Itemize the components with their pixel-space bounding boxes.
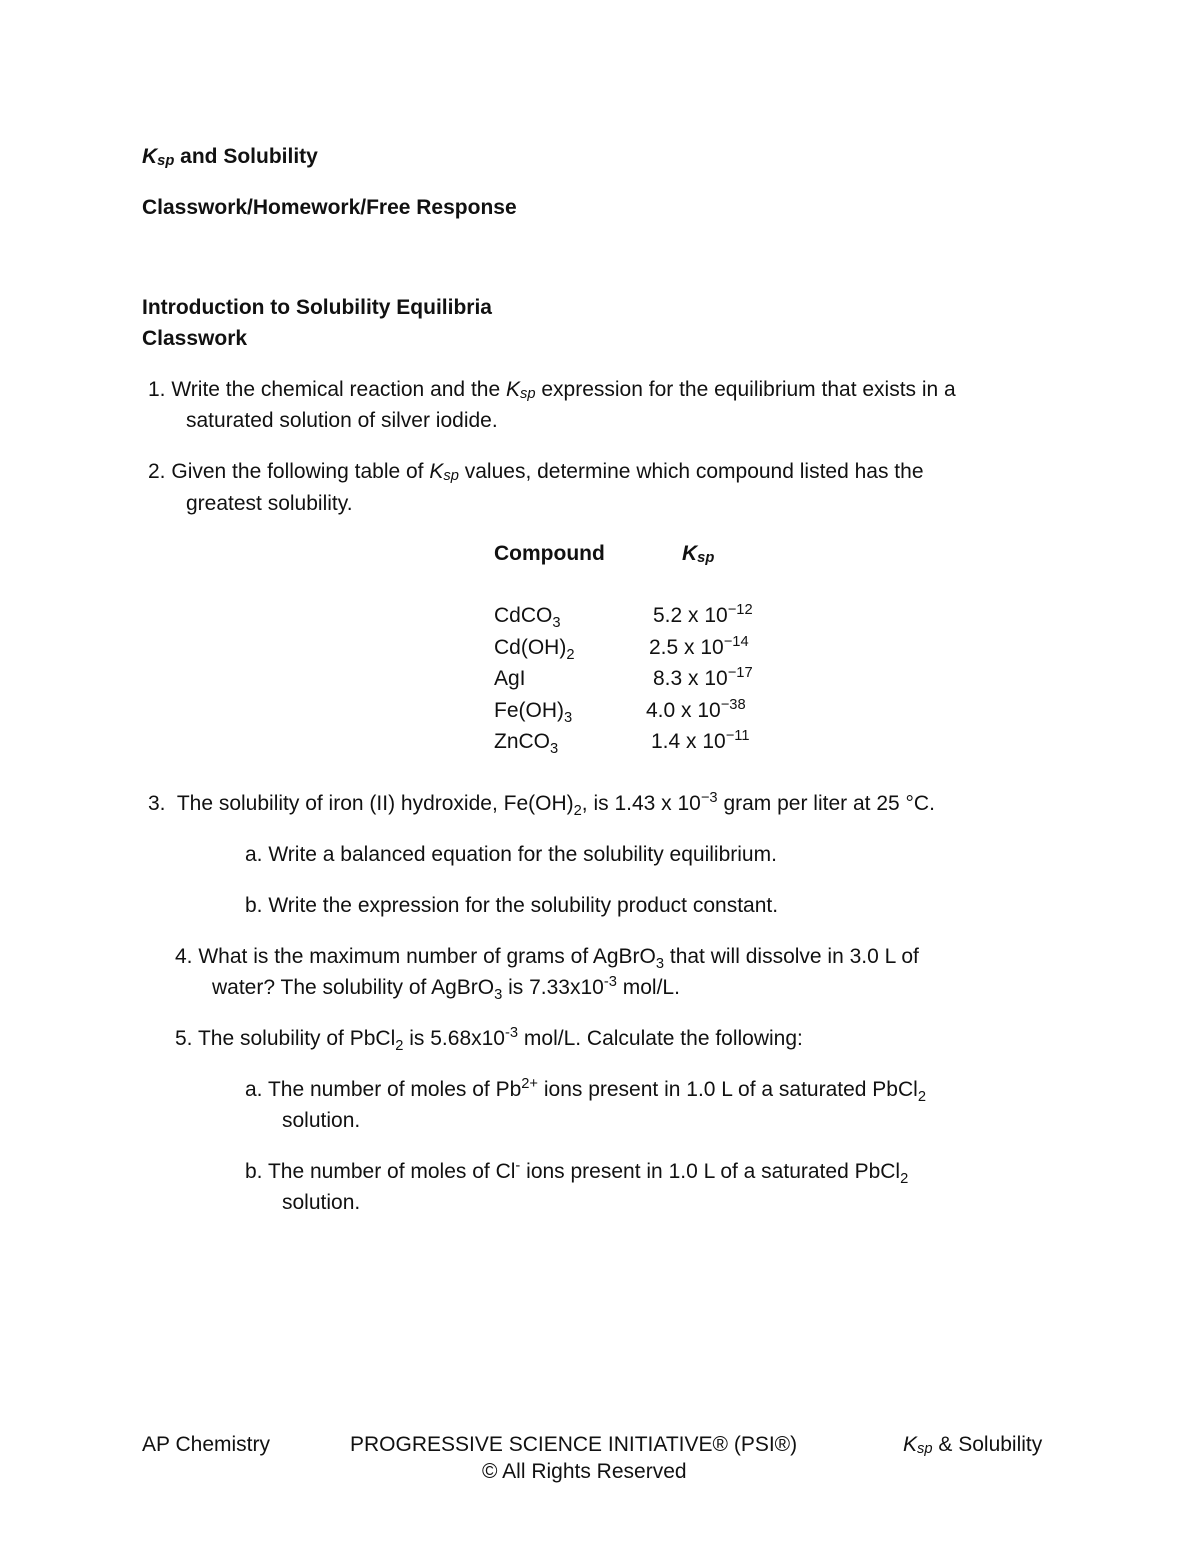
question-1-line-2: saturated solution of silver iodide.	[186, 409, 498, 432]
footer-copyright: © All Rights Reserved	[482, 1460, 687, 1483]
question-5b: b. The number of moles of Cl- ions present in 1.0 L of a saturated PbCl$_2$	[245, 1158, 909, 1188]
table-row-compound: CdCO$_3$	[494, 604, 561, 632]
question-3b: b. Write the expression for the solubility product constant.	[245, 894, 779, 917]
subsection-heading: Classwork	[142, 327, 248, 350]
question-2-line-2: greatest solubility.	[186, 492, 353, 515]
table-row-compound: $Cd(OH)_2$	[494, 636, 575, 664]
table-header-ksp: Ksp	[682, 542, 715, 567]
table-row-compound: $Fe(OH)_3$	[494, 699, 573, 727]
document-subtitle: Classwork/Homework/Free Response	[142, 196, 517, 219]
question-4: 4. What is the maximum number of grams of AgBrO$_3$ that will dissolve in 3.0 L of	[175, 945, 919, 973]
question-3a: a. Write a balanced equation for the solubility equilibrium.	[245, 843, 777, 866]
table-row-ksp: 4.0 x $10^{-38}$	[646, 697, 746, 722]
question-5b-line-2: solution.	[282, 1191, 361, 1214]
table-row-ksp: 8.3 x $10^{-17}$	[653, 665, 753, 690]
table-row-compound: ZnCO$_3$	[494, 730, 559, 758]
table-header-compound: Compound	[494, 542, 605, 565]
table-row-ksp: 1.4 x $10^{-11}$	[651, 728, 750, 753]
table-row-ksp: 2.5 x $10^{-14}$	[649, 634, 749, 659]
question-4-line-2: water? The solubility of AgBrO$_3$ is $7.33x10^{-3}$ mol/L.	[212, 974, 680, 1004]
question-3: 3. The solubility of iron (II) hydroxide, $Fe(OH)_2$, is 1.43 x $10^{-3}$ gram per liter at 25 °C.	[148, 790, 935, 820]
question-5a: a. The number of moles of $Pb^{2+}$ ions present in 1.0 L of a saturated PbCl$_2$	[245, 1076, 926, 1106]
section-heading: Introduction to Solubility Equilibria	[142, 296, 492, 319]
table-row-compound: AgI	[494, 667, 526, 690]
question-1: 1. Write the chemical reaction and the Ksp expression for the equilibrium that exists in a	[148, 378, 956, 403]
document-title: Ksp and Solubility	[142, 145, 318, 170]
table-row-ksp: 5.2 x $10^{-12}$	[653, 602, 753, 627]
footer-course: AP Chemistry	[142, 1433, 270, 1456]
footer-publisher: PROGRESSIVE SCIENCE INITIATIVE® (PSI®)	[350, 1433, 798, 1456]
question-5a-line-2: solution.	[282, 1109, 361, 1132]
question-5: 5. The solubility of PbCl$_2$ is $5.68x10^{-3}$ mol/L. Calculate the following:	[175, 1025, 803, 1055]
footer-topic: Ksp & Solubility	[903, 1433, 1043, 1458]
question-2: 2. Given the following table of Ksp values, determine which compound listed has the	[148, 460, 924, 485]
